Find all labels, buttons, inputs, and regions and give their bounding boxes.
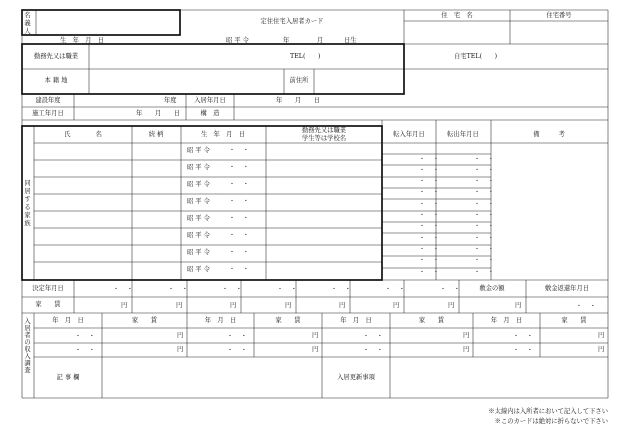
transfer-out-dots: ・ ・ <box>474 234 497 242</box>
transfer-out-dots: ・ ・ <box>474 268 497 276</box>
rent-yen: 円 <box>339 302 346 309</box>
row-era: 昭 平 令 <box>187 266 210 273</box>
rent-yen: 円 <box>448 302 455 309</box>
name-label: 名義人 <box>24 12 31 36</box>
built-nendo-unit: 年度 <box>164 97 177 104</box>
construction-date-units: 年 月 日 <box>136 110 181 117</box>
income-rent-label: 家 賃 <box>275 317 301 324</box>
transfer-in-dots: ・ ・ <box>419 257 442 265</box>
col-work-line1: 勤務先又は職業 <box>301 127 347 134</box>
income-rent-label: 家 賃 <box>561 317 587 324</box>
row-birth-dots: ・ ・ <box>229 232 252 239</box>
rent-yen: 円 <box>121 302 128 309</box>
row-era: 昭 平 令 <box>187 181 210 188</box>
decision-date-dots: ・ ・ <box>385 286 408 293</box>
col-work-line2: 学生等は学校名 <box>301 135 347 142</box>
rent-yen: 円 <box>285 302 292 309</box>
row-birth-dots: ・ ・ <box>229 215 252 222</box>
income-rent-yen: 円 <box>463 346 470 353</box>
row-birth-dots: ・ ・ <box>229 147 252 154</box>
row-era: 昭 平 令 <box>187 147 210 154</box>
transfer-out-dots: ・ ・ <box>474 223 497 231</box>
deposit-label: 敷金の額 <box>479 285 505 292</box>
structure-label: 構 造 <box>200 110 220 117</box>
transfer-in-dots: ・ ・ <box>419 212 442 219</box>
income-date-label: 年 月 日 <box>52 317 84 324</box>
move-in-date-units: 年 月 日 <box>276 97 321 104</box>
col-transfer-out: 転出年月日 <box>447 131 479 138</box>
rent-yen: 円 <box>230 302 237 309</box>
income-rent-label: 家 賃 <box>418 317 445 324</box>
transfer-in-dots: ・ ・ <box>419 223 442 231</box>
col-name: 氏 名 <box>64 131 102 138</box>
domicile-label: 本 籍 地 <box>44 77 68 84</box>
income-date-label: 年 月 日 <box>490 317 523 324</box>
income-rent-yen: 円 <box>598 346 605 353</box>
income-rent-yen: 円 <box>177 346 184 353</box>
transfer-out-dots: ・ ・ <box>474 200 497 208</box>
income-date-label: 年 月 日 <box>204 317 237 324</box>
income-date-dots: ・ ・ <box>75 347 98 354</box>
rent-yen: 円 <box>393 302 400 309</box>
card-title: 定住住宅入居者カード <box>260 18 324 25</box>
decision-date-dots: ・ ・ <box>440 286 463 293</box>
income-date-dots: ・ ・ <box>513 333 536 340</box>
transfer-out-dots: ・ ・ <box>474 166 497 174</box>
income-date-dots: ・ ・ <box>227 347 250 354</box>
transfer-out-dots: ・ ・ <box>474 257 497 265</box>
income-date-dots: ・ ・ <box>363 347 386 354</box>
deposit-refund-label: 敷金返還年月日 <box>544 285 590 292</box>
row-era: 昭 平 令 <box>187 215 210 222</box>
col-transfer-in: 転入年月日 <box>393 131 425 138</box>
birth-day-unit: 日生 <box>344 37 357 44</box>
row-birth-dots: ・ ・ <box>229 164 252 171</box>
birth-label: 生 年 月 日 <box>60 37 105 44</box>
row-era: 昭 平 令 <box>187 198 210 205</box>
row-era: 昭 平 令 <box>187 164 210 171</box>
rent-yen: 円 <box>176 302 183 309</box>
decision-date-dots: ・ ・ <box>331 286 354 293</box>
income-date-dots: ・ ・ <box>363 333 386 340</box>
memo-label: 記 事 欄 <box>56 374 80 381</box>
built-year-label: 建設年度 <box>35 97 61 104</box>
transfer-in-dots: ・ ・ <box>419 268 442 276</box>
income-rent-label: 家 賃 <box>131 317 158 324</box>
income-date-dots: ・ ・ <box>75 333 98 340</box>
birth-month-unit: 月 <box>317 37 324 44</box>
renewal-label: 入居更新事項 <box>337 374 375 381</box>
row-era: 昭 平 令 <box>187 232 210 239</box>
transfer-out-dots: ・ ・ <box>474 178 497 186</box>
row-birth-dots: ・ ・ <box>229 249 252 256</box>
work-tel: TEL( ) <box>290 53 321 60</box>
move-in-date-label: 入居年月日 <box>194 97 226 104</box>
transfer-in-dots: ・ ・ <box>419 234 442 242</box>
income-rent-yen: 円 <box>177 332 184 339</box>
transfer-out-dots: ・ ・ <box>474 212 497 219</box>
income-date-dots: ・ ・ <box>513 347 536 354</box>
transfer-in-dots: ・ ・ <box>419 200 442 208</box>
decision-date-label: 決定年月日 <box>32 285 64 292</box>
income-date-label: 年 月 日 <box>340 317 372 324</box>
housing-number-label: 住宅番号 <box>546 12 572 19</box>
decision-date-dots: ・ ・ <box>222 286 245 293</box>
income-rent-yen: 円 <box>598 332 605 339</box>
construction-date-label: 施工年月日 <box>32 110 64 117</box>
row-era: 昭 平 令 <box>187 249 210 256</box>
birth-year-unit: 年 <box>283 37 290 44</box>
decision-date-dots: ・ ・ <box>277 286 300 293</box>
col-notes: 備 考 <box>533 131 565 138</box>
row-birth-dots: ・ ・ <box>229 266 252 273</box>
transfer-in-dots: ・ ・ <box>419 178 442 186</box>
transfer-in-dots: ・ ・ <box>419 166 442 174</box>
refund-date-dots: ・ ・ <box>576 303 599 310</box>
rent-label: 家 賃 <box>35 301 61 308</box>
birth-era: 昭 平 令 <box>226 37 249 44</box>
footer-note-2: ※このカードは絶対に折らないで下さい <box>494 418 608 425</box>
work-label: 勤務先又は職業 <box>33 53 79 60</box>
income-side-label: 入居者の収入調査 <box>24 318 31 375</box>
decision-date-dots: ・ ・ <box>168 286 191 293</box>
col-birth: 生 年 月 日 <box>200 131 246 138</box>
home-tel: 自宅TEL( ) <box>454 53 498 60</box>
previous-address-label: 前住所 <box>289 77 309 84</box>
income-rent-yen: 円 <box>463 332 470 339</box>
income-rent-yen: 円 <box>312 346 319 353</box>
transfer-out-dots: ・ ・ <box>474 245 497 253</box>
decision-date-dots: ・ ・ <box>113 286 136 293</box>
row-birth-dots: ・ ・ <box>229 198 252 205</box>
transfer-in-dots: ・ ・ <box>419 189 442 197</box>
transfer-out-dots: ・ ・ <box>474 189 497 197</box>
transfer-in-dots: ・ ・ <box>419 245 442 253</box>
housing-name-label: 住 宅 名 <box>441 12 473 19</box>
col-relation: 続 柄 <box>148 131 164 138</box>
row-birth-dots: ・ ・ <box>229 181 252 188</box>
income-date-dots: ・ ・ <box>227 333 250 340</box>
deposit-yen: 円 <box>515 302 522 309</box>
transfer-out-dots: ・ ・ <box>474 155 497 163</box>
household-side-label: 同居する家族 <box>24 180 31 228</box>
footer-note-1: ※太線内は入所者において記入して下さい <box>488 408 608 415</box>
income-rent-yen: 円 <box>312 332 319 339</box>
transfer-in-dots: ・ ・ <box>419 155 442 163</box>
